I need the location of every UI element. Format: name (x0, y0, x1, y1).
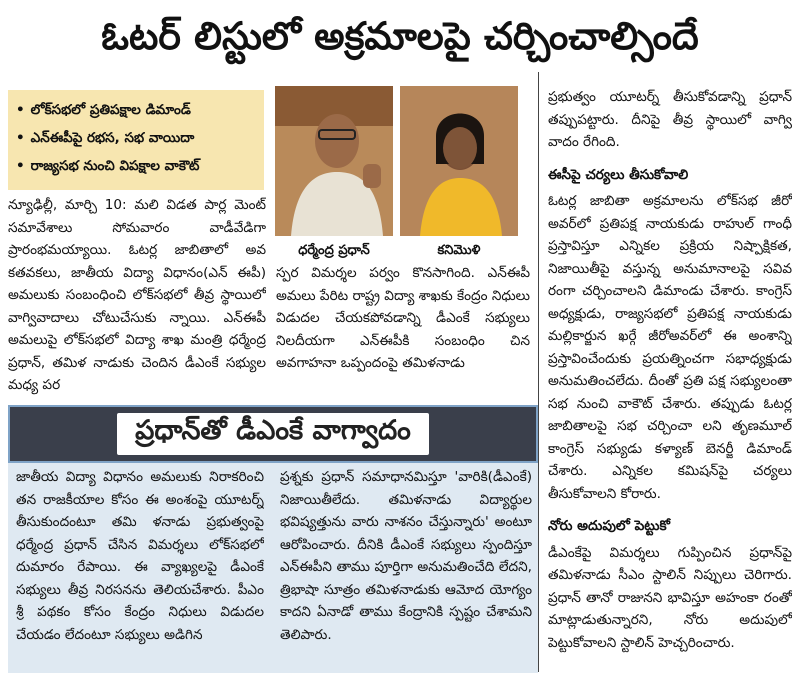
subhead-title: ప్రధాన్‌తో డీఎంకే వాగ్వాదం (117, 413, 429, 455)
subhead-banner (8, 405, 538, 463)
section-heading-ec: ఈసీపై చర్యలు తీసుకోవాలి (548, 166, 689, 183)
photo-dharmendra-pradhan (275, 86, 393, 236)
article-col2-bottom: ప్రశ్నకు ప్రధాన్ సమాధానమిస్తూ 'వారికి(డీఎంకే) నిజాయితీలేదు. తమిళనాడు విద్యార్థుల భవిష్యత్తును వారు నాశనం చేస్తున్నారు' అంటూ ఆరోపించారు. దీనికి డీఎంకే సభ్యులు స్పందిస్తూ ఎన్‌ఈపీని తాము పూర్తిగా అనుమతించేది లేదని, త్రిభాషా సూత్రం తమిళనాడుకు ఆమోద యోగ్యం కాదని ఏనాడో తాము కేంద్రానికి స్పష్టం చేశామని తెలిపారు. (280, 469, 532, 643)
photo-kanimozhi (400, 86, 518, 236)
section-heading-stalin: నోరు అదుపులో పెట్టుకో (548, 518, 670, 534)
section-body-ec: ఓటర్ల జాబితా అక్రమాలను లోక్‌సభ జీరో అవర్‌లో ప్రతిపక్ష నాయకుడు రాహుల్ గాంధీ ప్రస్తావిస్తూ ఎన్నికల ప్రక్రియ నిష్పాక్షికత, నిజాయితీపై వస్తున్న అనుమానాలపై సవివ రంగా చర్చించాలని డిమాండు చేశారు. కాంగ్రెస్ అధ్యక్షుడు, రాజ్యసభలో ప్రతిపక్ష నాయకుడు మల్లికార్జున ఖర్గే జీరోఅవర్‌లో ఈ అంశాన్ని ప్రస్తావించేందుకు ప్రయత్నించగా సభాధ్యక్షుడు అనుమతించలేదు. దీంతో ప్రతి పక్ష సభ్యులంతా సభ నుంచి వాకౌట్ చేశారు. తప్పుడు ఓటర్ల జాబితాలపై సభ చర్చించా లని తృణమూల్ కాంగ్రెస్ సభ్యుడు కళ్యాణ్ బెనర్జీ డిమాండ్ చేశారు. ఎన్నికల కమిషన్‌పై చర్యలు తీసుకోవాలని కోరారు. (548, 193, 792, 502)
highlight-item: • ఎన్‌ఈపీపై రభస, సభ వాయిదా (16, 124, 256, 152)
article-col1-bottom: జాతీయ విద్యా విధానం అమలుకు నిరాకరించి తన రాజకీయాల కోసం ఈ అంశంపై యూటర్న్ తీసుకుందంటూ తమి ళనాడు ప్రభుత్వంపై ధర్మేంద్ర ప్రధాన్ చేసిన విమర్శలు లోక్‌సభలో దుమారం రేపాయి. ఈ వ్యాఖ్యలపై డీఎంకే సభ్యులు తీవ్ర నిరసనను తెలియచేశారు. పీఎం శ్రీ పథకం కోసం కేంద్రం నిధులు విడుదల చేయడం లేదంటూ సభ్యులు అడిగిన (16, 469, 264, 643)
photo-caption-pradhan: ధర్మేంద్ర ప్రధాన్ (298, 243, 370, 258)
section-body-stalin: డీఎంకేపై విమర్శలు గుప్పించిన ప్రధాన్‌పై తమిళనాడు సీఎం స్టాలిన్ నిప్పులు చెరిగారు. ప్రధాన్ తానో రాజునని భావిస్తూ అహంకా రంతో మాట్లాడుతున్నారని, నోరు అదుపులో పెట్టుకోవాలని స్టాలిన్ హెచ్చరించారు. (548, 544, 792, 651)
highlights-box (8, 90, 264, 190)
article-col2-top: స్పర విమర్శల పర్వం కొనసాగింది. ఎన్‌ఈపీ అమలు పేరిట రాష్ట్ర విద్యా శాఖకు కేంద్రం నిధులు విడుదల చేయకపోవడాన్ని డీఎంకే సభ్యులు నిలదీయగా ఎన్‌ఈపీకి సంబంధిం చిన అవగాహనా ఒప్పందంపై తమిళనాడు (276, 265, 530, 371)
article-col1-top: న్యూఢిల్లీ, మార్చి 10: మలి విడత పార్ల మెంట్ సమావేశాలు సోమవారం వాడీవేడిగా ప్రారంభమయ్యాయి. ఓటర్ల జాబితాలో అవ కతవకలు, జాతీయ విద్యా విధానం(ఎన్ ఈపీ) అమలుకు సంబంధించి లోక్‌సభలో తీవ్ర స్థాయిలో వాగ్వివాదాలు చోటుచేసుకు న్నాయి. ఎన్‌ఈపీ అమలుపై లోక్‌సభలో విద్యా శాఖ మంత్రి ధర్మేంద్ర ప్రధాన్, తమిళ నాడుకు చెందిన డీఎంకే సభ్యుల మధ్య పర (8, 197, 266, 393)
article-col3 (548, 86, 792, 676)
highlight-item: • రాజ్యసభ నుంచి విపక్షాల వాకౌట్ (16, 152, 256, 180)
highlight-item: • లోక్‌సభలో ప్రతిపక్షాల డిమాండ్ (16, 96, 256, 124)
col3-intro: ప్రభుత్వం యూటర్న్ తీసుకోవడాన్ని ప్రధాన్ తప్పుపట్టారు. దీనిపై తీవ్ర స్థాయిలో వాగ్వి వాదం రేగింది. (548, 89, 792, 150)
column-divider (538, 72, 539, 672)
headline: ఓటర్ లిస్టులో అక్రమాలపై చర్చించాల్సిందే (101, 14, 699, 58)
photo-caption-kanimozhi: కనిమొళి (437, 243, 481, 258)
